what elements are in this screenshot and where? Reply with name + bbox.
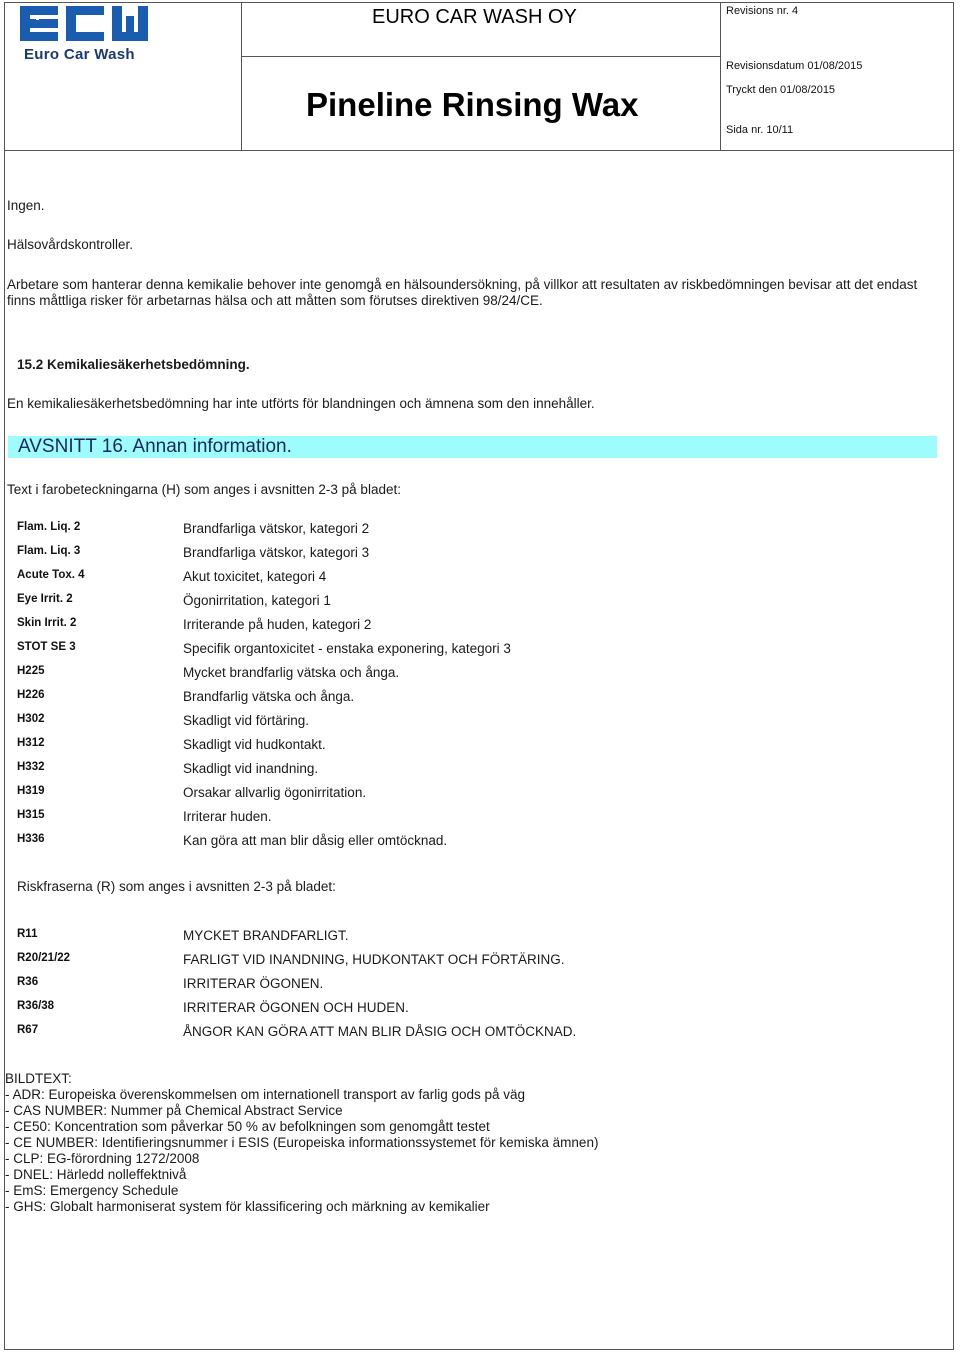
hazard-text: Ögonirritation, kategori 1 xyxy=(183,593,331,608)
hazard-text: Akut toxicitet, kategori 4 xyxy=(183,569,327,584)
hazard-code: Flam. Liq. 3 xyxy=(17,545,81,557)
hazard-text: Skadligt vid hudkontakt. xyxy=(183,737,326,752)
section-16-bar xyxy=(8,436,937,458)
risk-text: FARLIGT VID INANDNING, HUDKONTAKT OCH FÖRTÄRING. xyxy=(183,952,565,967)
document-header xyxy=(4,2,954,151)
hazard-code: H225 xyxy=(17,665,45,677)
hazard-code: Flam. Liq. 2 xyxy=(17,521,81,533)
hazard-code: STOT SE 3 xyxy=(17,641,76,653)
risk-code: R11 xyxy=(17,928,38,940)
company-cell xyxy=(242,2,720,57)
health-line-2: finns måttliga risker för arbetarnas hälsa och att måtten som förutses direktiven 98/24/CE. xyxy=(7,293,543,308)
section-15-2-title: 15.2 Kemikaliesäkerhetsbedömning. xyxy=(17,357,250,372)
hazard-code: Eye Irrit. 2 xyxy=(17,593,73,605)
health-title: Hälsovårdskontroller. xyxy=(7,237,134,252)
risk-code: R20/21/22 xyxy=(17,952,71,964)
bildtext-line: - ADR: Europeiska överenskommelsen om internationell transport av farlig gods på väg xyxy=(5,1087,526,1102)
bildtext-line: - CE50: Koncentration som påverkar 50 % av befolkningen som genomgått testet xyxy=(5,1119,490,1134)
hazard-code: H315 xyxy=(17,809,45,821)
hazard-code: H336 xyxy=(17,833,45,845)
header-title-block xyxy=(242,2,721,150)
bildtext-line: - DNEL: Härledd nolleffektnivå xyxy=(5,1167,187,1182)
ingen-text: Ingen. xyxy=(7,198,45,213)
risk-text: IRRITERAR ÖGONEN OCH HUDEN. xyxy=(183,1000,409,1015)
bildtext-line: - EmS: Emergency Schedule xyxy=(5,1183,179,1198)
hazard-code: H312 xyxy=(17,737,45,749)
product-name: Pineline Rinsing Wax xyxy=(306,86,639,123)
page-number: Sida nr. 10/11 xyxy=(726,124,794,136)
section-16-title: AVSNITT 16. Annan information. xyxy=(18,436,292,457)
hazard-text: Mycket brandfarlig vätska och ånga. xyxy=(183,665,400,680)
hazard-text: Irriterar huden. xyxy=(183,809,272,824)
risk-code: R36 xyxy=(17,976,39,988)
hazard-text: Brandfarlig vätska och ånga. xyxy=(183,689,355,704)
hazard-code: Skin Irrit. 2 xyxy=(17,617,77,629)
risk-text: IRRITERAR ÖGONEN. xyxy=(183,976,324,991)
print-date: Tryckt den 01/08/2015 xyxy=(726,84,836,96)
risk-text: MYCKET BRANDFARLIGT. xyxy=(183,928,349,943)
hazard-intro: Text i farobeteckningarna (H) som anges i avsnitten 2-3 på bladet: xyxy=(7,482,401,497)
hazard-text: Brandfarliga vätskor, kategori 3 xyxy=(183,545,370,560)
hazard-text: Irriterande på huden, kategori 2 xyxy=(183,617,372,632)
hazard-code: H226 xyxy=(17,689,45,701)
revision-number: Revisions nr. 4 xyxy=(726,5,799,17)
revision-date: Revisionsdatum 01/08/2015 xyxy=(726,60,863,72)
revision-info xyxy=(726,2,954,150)
company-name: EURO CAR WASH OY xyxy=(372,6,577,28)
bildtext-line: - GHS: Globalt harmoniserat system för klassificering och märkning av kemikalier xyxy=(5,1199,490,1214)
risk-text: ÅNGOR KAN GÖRA ATT MAN BLIR DÅSIG OCH OMTÖCKNAD. xyxy=(183,1024,577,1039)
bildtext-line: - CLP: EG-förordning 1272/2008 xyxy=(5,1151,200,1166)
hazard-text: Kan göra att man blir dåsig eller omtöcknad. xyxy=(183,833,448,848)
hazard-code: H319 xyxy=(17,785,45,797)
hazard-text: Skadligt vid inandning. xyxy=(183,761,319,776)
bildtext-line: BILDTEXT: xyxy=(5,1071,72,1086)
risk-code: R67 xyxy=(17,1024,39,1036)
bildtext-line: - CE NUMBER: Identifieringsnummer i ESIS (Europeiska informationssystemet för kemiska ämnen) xyxy=(5,1135,599,1150)
hazard-text: Brandfarliga vätskor, kategori 2 xyxy=(183,521,370,536)
health-line-1: Arbetare som hanterar denna kemikalie behover inte genomgå en hälsoundersökning, på villkor att resultaten av riskbedömningen bevisar att det endast xyxy=(7,277,918,292)
hazard-text: Orsakar allvarlig ögonirritation. xyxy=(183,785,367,800)
hazard-code: Acute Tox. 4 xyxy=(17,569,85,581)
hazard-code: H302 xyxy=(17,713,45,725)
company-logo xyxy=(4,2,242,150)
bildtext-line: - CAS NUMBER: Nummer på Chemical Abstract Service xyxy=(5,1103,343,1118)
risk-intro: Riskfraserna (R) som anges i avsnitten 2-3 på bladet: xyxy=(17,879,336,894)
hazard-text: Skadligt vid förtäring. xyxy=(183,713,310,728)
hazard-code: H332 xyxy=(17,761,45,773)
hazard-text: Specifik organtoxicitet - enstaka exponering, kategori 3 xyxy=(183,641,511,656)
section-15-2-text: En kemikaliesäkerhetsbedömning har inte utförts för blandningen och ämnena som den innehåller. xyxy=(7,396,595,411)
risk-code: R36/38 xyxy=(17,1000,55,1012)
ecw-logo-icon xyxy=(16,4,156,48)
logo-text: Euro Car Wash xyxy=(24,46,135,63)
